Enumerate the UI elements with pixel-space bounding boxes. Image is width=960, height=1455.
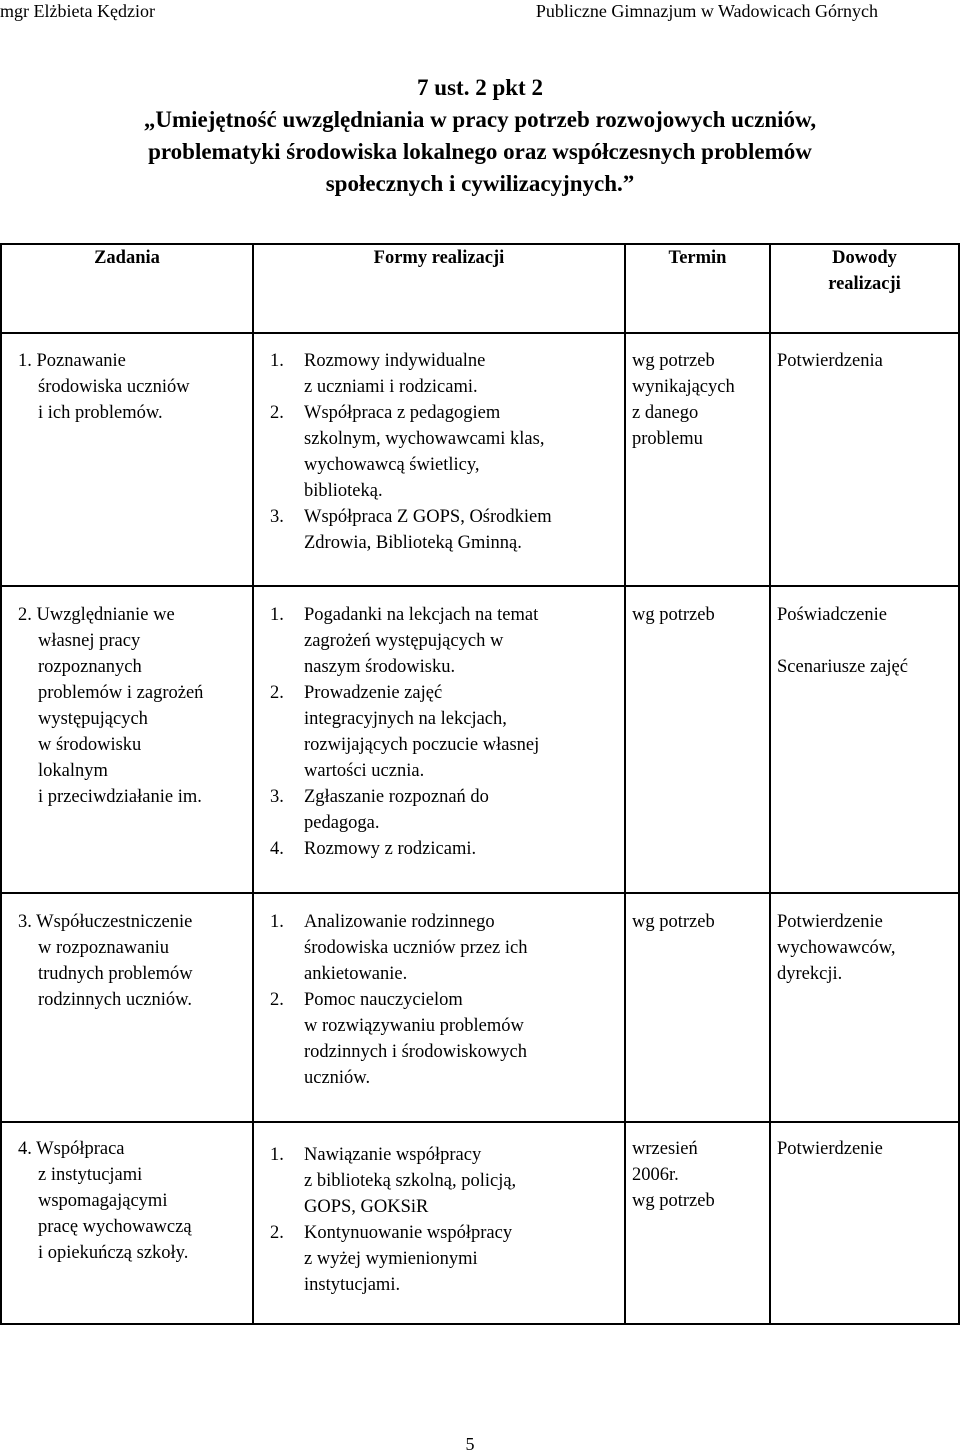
proof-line: Scenariusze zajęć [777, 657, 908, 677]
forms-item-number: 2. [270, 1223, 284, 1243]
forms-item-number: 1. [270, 605, 284, 625]
forms-item-line: Pogadanki na lekcjach na temat [304, 605, 539, 625]
term-cell [625, 333, 770, 586]
forms-item-line: Współpraca z pedagogiem [304, 403, 501, 423]
forms-item-number: 3. [270, 507, 284, 527]
task-line: i przeciwdziałanie im. [38, 787, 202, 807]
forms-item-number: 1. [270, 912, 284, 932]
forms-list [270, 602, 616, 862]
forms-item [270, 836, 616, 862]
task-line: i ich problemów. [38, 403, 163, 423]
table-header-row [1, 244, 959, 333]
term-line: wrzesień [632, 1139, 698, 1159]
term-line: wg potrzeb [632, 351, 715, 371]
task-line: problemów i zagrożeń [38, 683, 204, 703]
forms-item-line: rodzinnych i środowiskowych [304, 1042, 527, 1062]
forms-item-line: Pomoc nauczycielom [304, 990, 463, 1010]
term-line: wg potrzeb [632, 912, 715, 932]
proof-cell [770, 1122, 959, 1324]
term-line: problemu [632, 429, 703, 449]
forms-list [270, 1142, 616, 1298]
table-row [1, 586, 959, 893]
forms-item-line: w rozwiązywaniu problemów [304, 1016, 524, 1036]
proof-line: Poświadczenie [777, 605, 887, 625]
term-line: z danego [632, 403, 699, 423]
forms-list [270, 909, 616, 1091]
proof-cell [770, 893, 959, 1122]
table-row [1, 1122, 959, 1324]
term-cell [625, 586, 770, 893]
forms-item [270, 348, 616, 400]
task-line: 4. Współpraca [18, 1139, 125, 1159]
task-line: 3. Współuczestniczenie [18, 912, 193, 932]
header-school: Publiczne Gimnazjum w Wadowicach Górnych [535, 1, 878, 21]
task-line: w środowisku [38, 735, 142, 755]
forms-item-number: 2. [270, 990, 284, 1010]
forms-item-line: uczniów. [304, 1068, 371, 1088]
task-line: w rozpoznawaniu [38, 938, 169, 958]
task-cell [1, 333, 253, 586]
header-author: mgr Elżbieta Kędzior [0, 1, 155, 21]
forms-item-line: szkolnym, wychowawcami klas, [304, 429, 545, 449]
forms-item-line: z biblioteką szkolną, policją, [304, 1171, 517, 1191]
forms-item-line: ankietowanie. [304, 964, 408, 984]
title-line: problematyki środowiska lokalnego oraz współczesnych problemów [148, 139, 812, 164]
proof-line: Potwierdzenie [777, 1139, 883, 1159]
forms-item-line: wartości ucznia. [304, 761, 425, 781]
proof-line: dyrekcji. [777, 964, 843, 984]
forms-item-line: Analizowanie rodzinnego [304, 912, 495, 932]
forms-cell [253, 893, 625, 1122]
forms-item-line: Współpraca Z GOPS, Ośrodkiem [304, 507, 552, 527]
task-line: występujących [38, 709, 148, 729]
forms-cell [253, 1122, 625, 1324]
forms-item-line: Kontynuowanie współpracy [304, 1223, 513, 1243]
plan-table [0, 243, 960, 1325]
forms-item-line: wychowawcą świetlicy, [304, 455, 480, 475]
title-line: „Umiejętność uwzględniania w pracy potrzeb rozwojowych uczniów, [143, 107, 817, 132]
proof-cell [770, 586, 959, 893]
forms-item-line: środowiska uczniów przez ich [304, 938, 528, 958]
forms-item-line: integracyjnych na lekcjach, [304, 709, 507, 729]
title-line: społecznych i cywilizacyjnych.” [325, 171, 635, 196]
task-cell [1, 1122, 253, 1324]
title-line: 7 ust. 2 pkt 2 [417, 75, 543, 100]
task-line: i opiekuńczą szkoły. [38, 1243, 189, 1263]
proof-spacer [777, 628, 952, 654]
forms-item-number: 4. [270, 839, 284, 859]
task-line: 2. Uwzględnianie we [18, 605, 175, 625]
table-row [1, 893, 959, 1122]
term-cell [625, 1122, 770, 1324]
forms-item [270, 1220, 616, 1298]
term-line: 2006r. [632, 1165, 679, 1185]
forms-item-line: Zgłaszanie rozpoznań do [304, 787, 489, 807]
forms-item-line: Rozmowy z rodzicami. [304, 839, 477, 859]
forms-item-line: Nawiązanie współpracy [304, 1145, 482, 1165]
task-line: wspomagającymi [38, 1191, 168, 1211]
forms-item-number: 1. [270, 1145, 284, 1165]
forms-item-line: Zdrowia, Biblioteką Gminną. [304, 533, 522, 553]
task-line: środowiska uczniów [38, 377, 190, 397]
task-line: rozpoznanych [38, 657, 142, 677]
forms-cell [253, 586, 625, 893]
forms-item-number: 1. [270, 351, 284, 371]
forms-list [270, 348, 616, 556]
header-forms: Formy realizacji [253, 244, 625, 333]
forms-item [270, 504, 616, 556]
page-number: 5 [465, 1434, 475, 1454]
proof-line: Potwierdzenie [777, 912, 883, 932]
forms-item-line: Prowadzenie zajęć [304, 683, 443, 703]
forms-item [270, 784, 616, 836]
forms-item-line: zagrożeń występujących w [304, 631, 504, 651]
proof-line: Potwierdzenia [777, 351, 883, 371]
task-line: z instytucjami [38, 1165, 143, 1185]
forms-item-number: 2. [270, 403, 284, 423]
task-line: rodzinnych uczniów. [38, 990, 192, 1010]
forms-item-line: naszym środowisku. [304, 657, 456, 677]
header-term: Termin [625, 244, 770, 333]
forms-item-line: rozwijających poczucie własnej [304, 735, 540, 755]
task-line: trudnych problemów [38, 964, 193, 984]
forms-item-line: GOPS, GOKSiR [304, 1197, 429, 1217]
term-line: wynikających [632, 377, 735, 397]
forms-item-number: 3. [270, 787, 284, 807]
term-line: wg potrzeb [632, 605, 715, 625]
forms-item-line: biblioteką. [304, 481, 383, 501]
task-cell [1, 586, 253, 893]
forms-item-line: instytucjami. [304, 1275, 401, 1295]
forms-item [270, 602, 616, 680]
header-proof: Dowody realizacji [770, 244, 959, 333]
task-line: lokalnym [38, 761, 108, 781]
proof-cell [770, 333, 959, 586]
forms-item [270, 987, 616, 1091]
task-line: 1. Poznawanie [18, 351, 126, 371]
forms-item-line: Rozmowy indywidualne [304, 351, 486, 371]
task-cell [1, 893, 253, 1122]
forms-item [270, 400, 616, 504]
task-line: własnej pracy [38, 631, 141, 651]
term-cell [625, 893, 770, 1122]
forms-item-line: z uczniami i rodzicami. [304, 377, 478, 397]
task-line: pracę wychowawczą [38, 1217, 192, 1237]
header-tasks: Zadania [1, 244, 253, 333]
forms-item-number: 2. [270, 683, 284, 703]
forms-item [270, 680, 616, 784]
forms-item-line: pedagoga. [304, 813, 380, 833]
forms-cell [253, 333, 625, 586]
table-row [1, 333, 959, 586]
term-line: wg potrzeb [632, 1191, 715, 1211]
section-title [0, 72, 960, 200]
forms-item-line: z wyżej wymienionymi [304, 1249, 478, 1269]
proof-line: wychowawców, [777, 938, 896, 958]
forms-item [270, 1142, 616, 1220]
forms-item [270, 909, 616, 987]
